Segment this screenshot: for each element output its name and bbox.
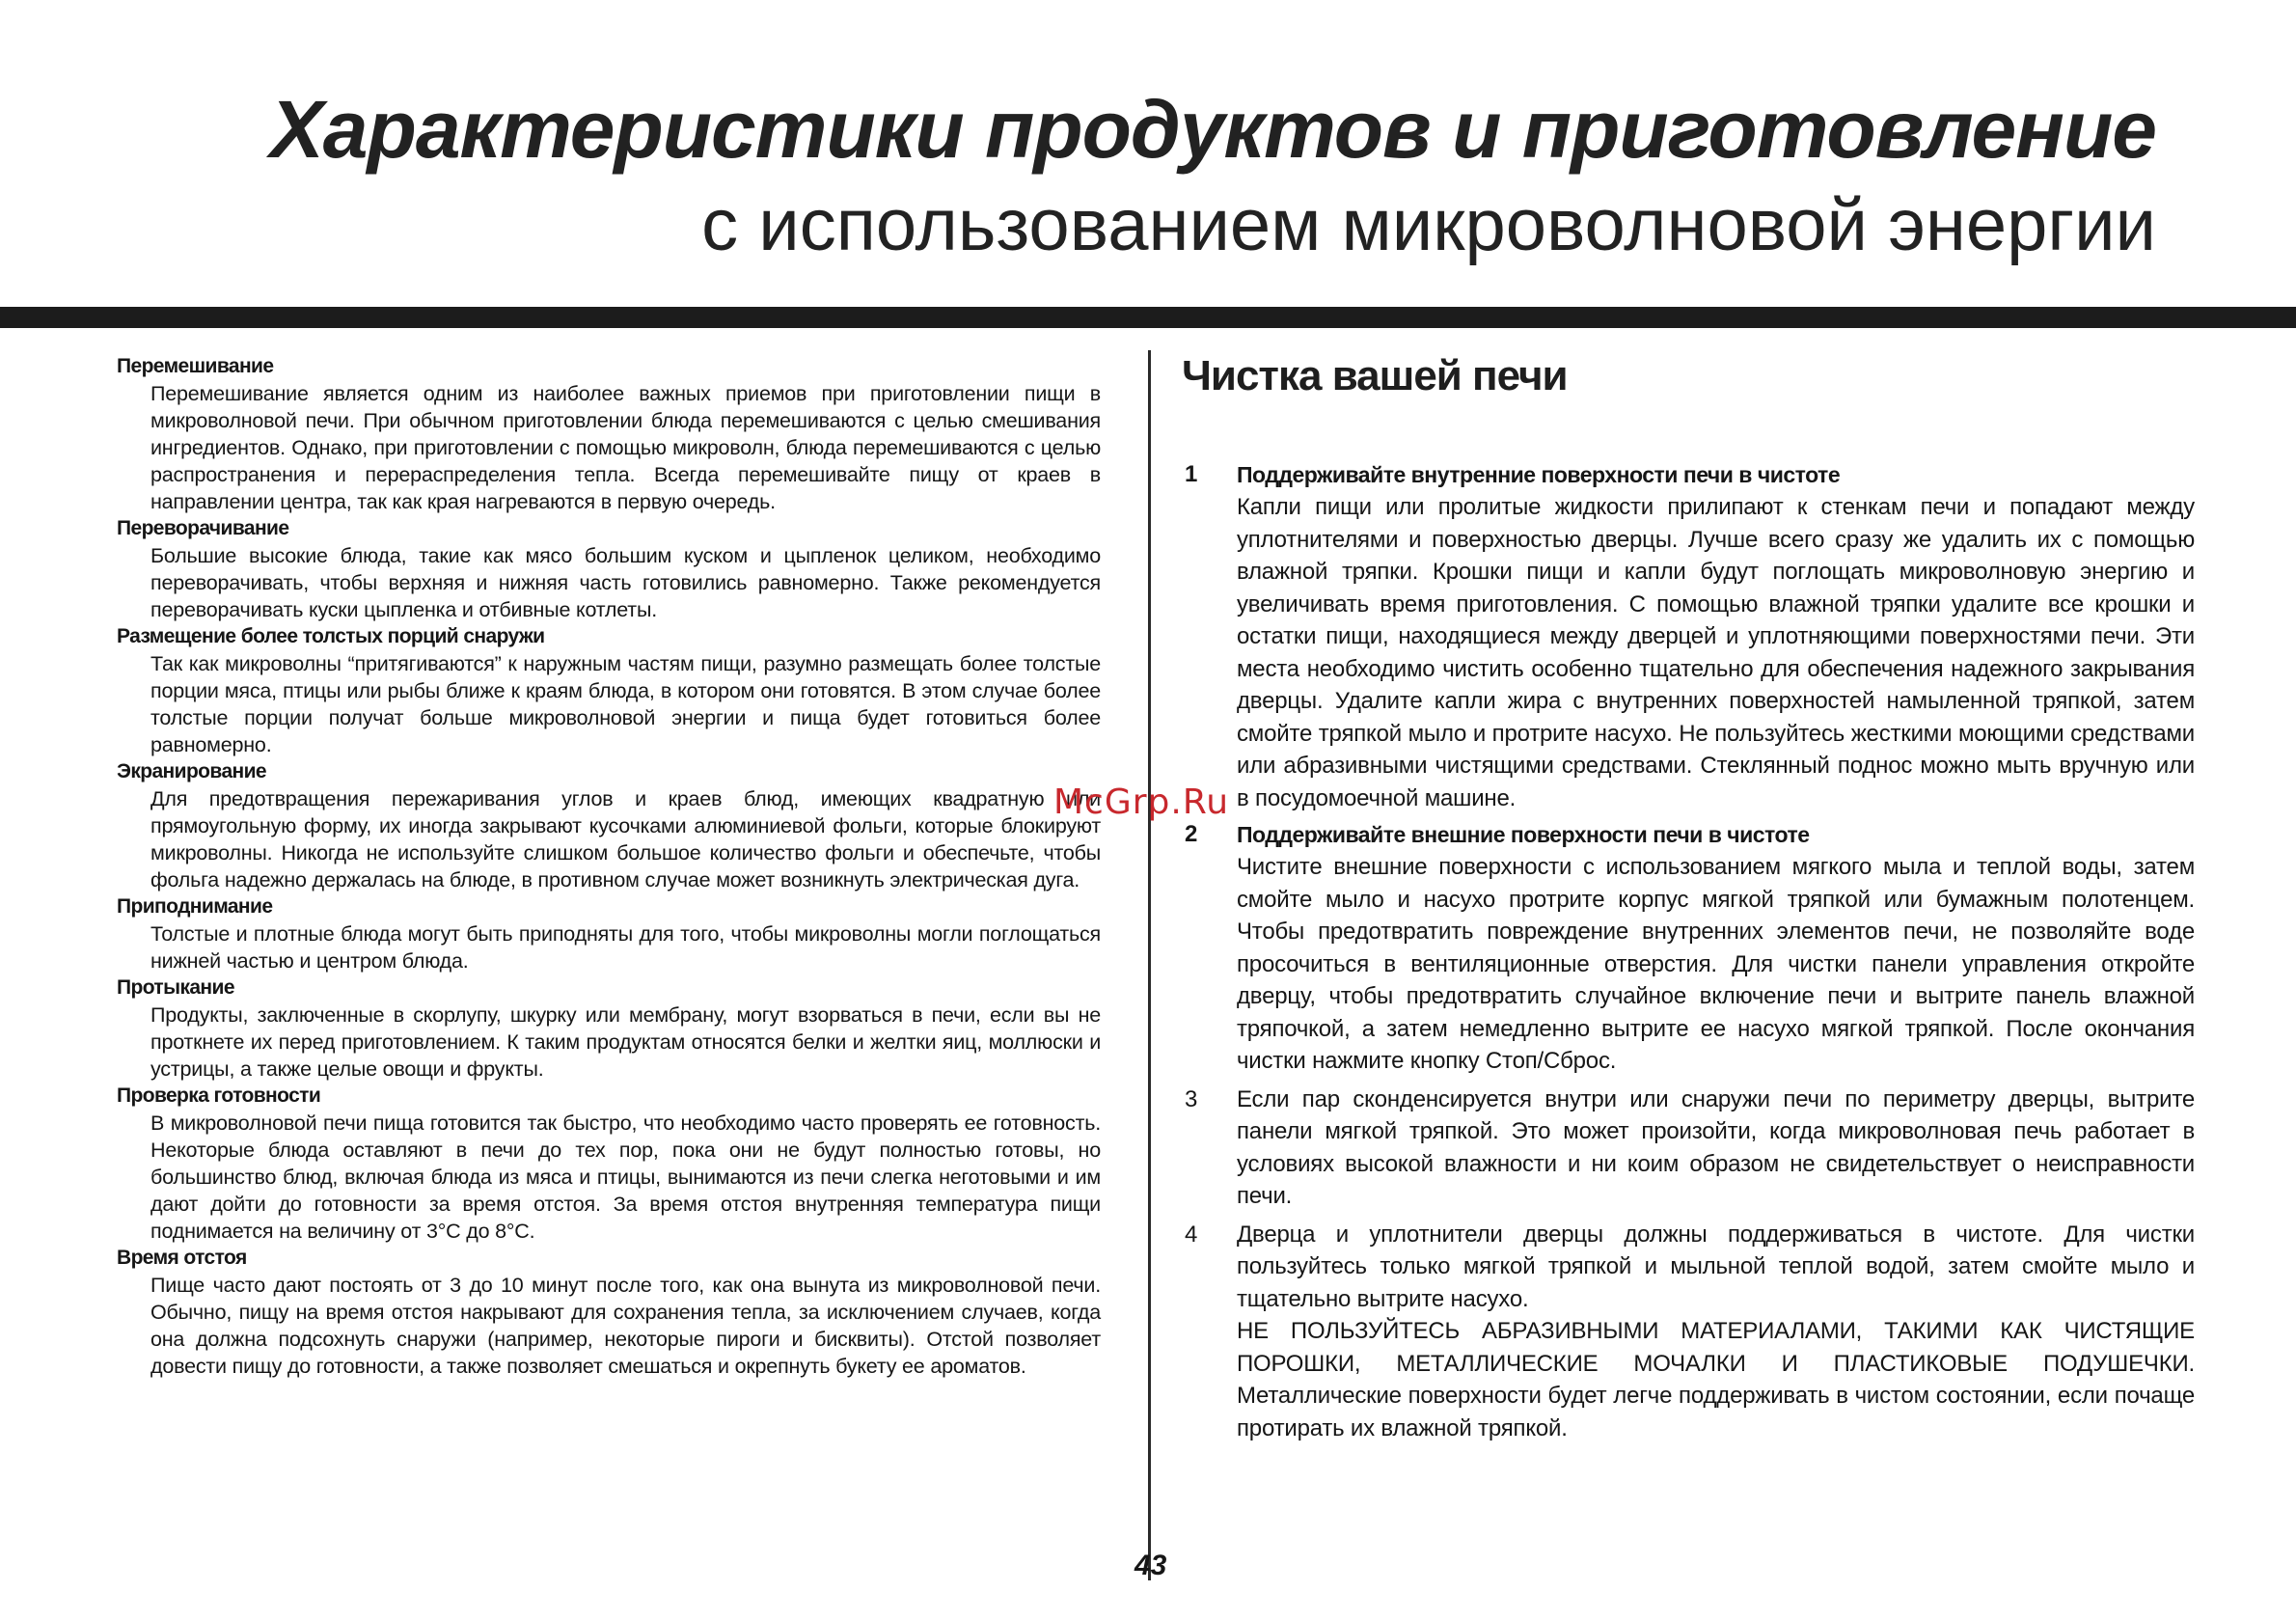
cleaning-item <box>1182 458 2195 814</box>
section-standing-time <box>117 1245 1101 1380</box>
section-heading: Время отстоя <box>117 1247 247 1269</box>
cleaning-title: Чистка вашей печи <box>1182 352 1568 399</box>
page-header <box>0 79 2296 274</box>
item-number: 1 <box>1185 461 1198 487</box>
section-heading: Экранирование <box>117 760 266 782</box>
item-text: Чистите внешние поверхности с использованием мягкого мыла и теплой воды, затем смойте мыло и насухо протрите корпус мягкой тряпкой или бумажным полотенцем. Чтобы предотвратить повреждение внутренних элементов печи, не позволяйте воде просочиться в вентиляционные отверстия. Для чистки панели управления откройте дверцу, чтобы предотвратить случайное включение печи и вытрите панель влажной тряпочкой, а затем немедленно вытрите ее насухо мягкой тряпкой. После окончания чистки нажмите кнопку Стоп/Сброс. <box>1237 854 2195 1074</box>
item-warning-text: НЕ ПОЛЬЗУЙТЕСЬ АБРАЗИВНЫМИ МАТЕРИАЛАМИ, ТАКИМИ КАК ЧИСТЯЩИЕ ПОРОШКИ, МЕТАЛЛИЧЕСКИЕ МОЧАЛКИ И ПЛАСТИКОВЫЕ ПОДУШЕЧКИ. Металлические поверхности будет легче поддерживать в чистом состоянии, если почаще протирать их влажной тряпкой. <box>1237 1318 2195 1441</box>
section-piercing <box>117 974 1101 1083</box>
section-text: Так как микроволны “притягиваются” к наружным частям пищи, разумно размещать более толстые порции мяса, птицы или рыбы ближе к краям блюда, в котором они готовятся. В этом случае более толстые порции получат больше микроволновой энергии и пища будет готовиться более равномерно. <box>150 652 1101 756</box>
section-text: Продукты, заключенные в скорлупу, шкурку или мембрану, могут взорваться в печи, если вы не проткнете их перед приготовлением. К таким продуктам относятся белки и желтки яиц, моллюски и устрицы, а также целые овощи и фрукты. <box>150 1003 1101 1081</box>
column-divider <box>1148 350 1151 1580</box>
section-stirring <box>117 353 1101 515</box>
watermark-link[interactable]: McGrp.Ru <box>1053 782 1230 822</box>
item-text: Если пар сконденсируется внутри или снаружи печи по периметру дверцы, вытрите панели мягкой тряпкой. Это может произойти, когда микроволновая печь работает в условиях высокой влажности и ни коим образом не свидетельствует о неисправности печи. <box>1237 1085 2195 1209</box>
right-column <box>1182 347 2195 1448</box>
section-heading: Проверка готовности <box>117 1084 321 1107</box>
item-number: 4 <box>1185 1221 1198 1248</box>
section-text: Для предотвращения пережаривания углов и краев блюд, имеющих квадратную или прямоугольную форму, их иногда закрывают кусочками алюминиевой фольги, которые блокируют микроволны. Никогда не используйте слишком большое количество фольги и обеспечьте, чтобы фольга надежно держалась на блюде, в противном случае может возникнуть электрическая дуга. <box>150 787 1101 892</box>
section-thick-portions <box>117 623 1101 758</box>
section-shielding <box>117 758 1101 893</box>
page-number: 43 <box>1134 1550 1167 1581</box>
item-number: 3 <box>1185 1085 1198 1112</box>
section-text: Перемешивание является одним из наиболее важных приемов при приготовлении пищи в микроволновой печи. При обычном приготовлении блюда перемешиваются с целью смешивания ингредиентов. Однако, при приготовлении с помощью микроволн, блюда перемешиваются с целью распространения и перераспределения тепла. Всегда перемешивайте пищу от краев в направлении центра, так как края нагреваются в первую очередь. <box>150 382 1101 513</box>
page-title: Характеристики продуктов и приготовление <box>269 84 2156 175</box>
section-elevating <box>117 893 1101 974</box>
section-text: Толстые и плотные блюда могут быть приподняты для того, чтобы микроволны могли поглощаться нижней частью и центром блюда. <box>150 922 1101 973</box>
section-text: Пище часто дают постоять от 3 до 10 минут после того, как она вынута из микроволновой печи. Обычно, пищу на время отстоя накрывают для сохранения тепла, за исключением случаев, когда она должна подсохнуть снаружи (например, некоторые пироги и бисквиты). Отстой позволяет довести пищу до готовности, а также позволяет смешаться и окрепнуть букету ее ароматов. <box>150 1274 1101 1378</box>
item-text: Капли пищи или пролитые жидкости прилипают к стенкам печи и попадают между уплотнителями и поверхностью дверцы. Лучше всего сразу же удалить их с помощью влажной тряпки. Крошки пищи и капли будут поглощать микроволновую энергию и увеличивать время приготовления. С помощью влажной тряпки удалите все крошки и остатки пищи, находящиеся между дверцей и уплотняющими поверхностями печи. Эти места необходимо чистить особенно тщательно для обеспечения надежного закрывания дверцы. Удалите капли жира с внутренних поверхностей намыленной тряпкой, затем смойте тряпкой мыло и протрите насухо. Не пользуйтесь жесткими моющими средствами или абразивными чистящими средствами. Стеклянный поднос можно мыть вручную или в посудомоечной машине. <box>1237 494 2195 811</box>
section-heading: Приподнимание <box>117 895 273 918</box>
section-text: Большие высокие блюда, такие как мясо большим куском и цыпленок целиком, необходимо переворачивать, чтобы верхняя и нижняя часть готовились равномерно. Также рекомендуется переворачивать куски цыпленка и отбивные котлеты. <box>150 544 1101 621</box>
section-heading: Перемешивание <box>117 355 274 377</box>
header-divider-bar <box>0 307 2296 328</box>
section-text: В микроволновой печи пища готовится так быстро, что необходимо часто проверять ее готовность. Некоторые блюда оставляют в печи до тех пор, пока они не будут полностью готовы, но большинство блюд, включая блюда из мяса и птицы, вынимаются из печи слегка неготовыми и им дают дойти до готовности за время отстоя. За время отстоя внутренняя температура пищи поднимается на величину от 3°C до 8°C. <box>150 1111 1101 1243</box>
section-heading: Размещение более толстых порций снаружи <box>117 625 545 647</box>
page-subtitle: с использованием микроволновой энергии <box>701 184 2156 266</box>
cleaning-item <box>1182 1084 2195 1213</box>
left-column <box>117 353 1101 1380</box>
item-heading: Поддерживайте внешние поверхности печи в чистоте <box>1237 822 1810 847</box>
section-heading: Переворачивание <box>117 517 289 539</box>
item-number: 2 <box>1185 821 1198 847</box>
cleaning-item <box>1182 818 2195 1078</box>
item-text: Дверца и уплотнители дверцы должны поддерживаться в чистоте. Для чистки пользуйтесь только мягкой тряпкой и мыльной теплой водой, затем смойте мыло и тщательно вытрите насухо. <box>1237 1221 2195 1312</box>
cleaning-item <box>1182 1219 2195 1445</box>
item-heading: Поддерживайте внутренние поверхности печи в чистоте <box>1237 462 1841 487</box>
section-doneness <box>117 1083 1101 1245</box>
section-turning <box>117 515 1101 623</box>
section-heading: Протыкание <box>117 976 234 999</box>
